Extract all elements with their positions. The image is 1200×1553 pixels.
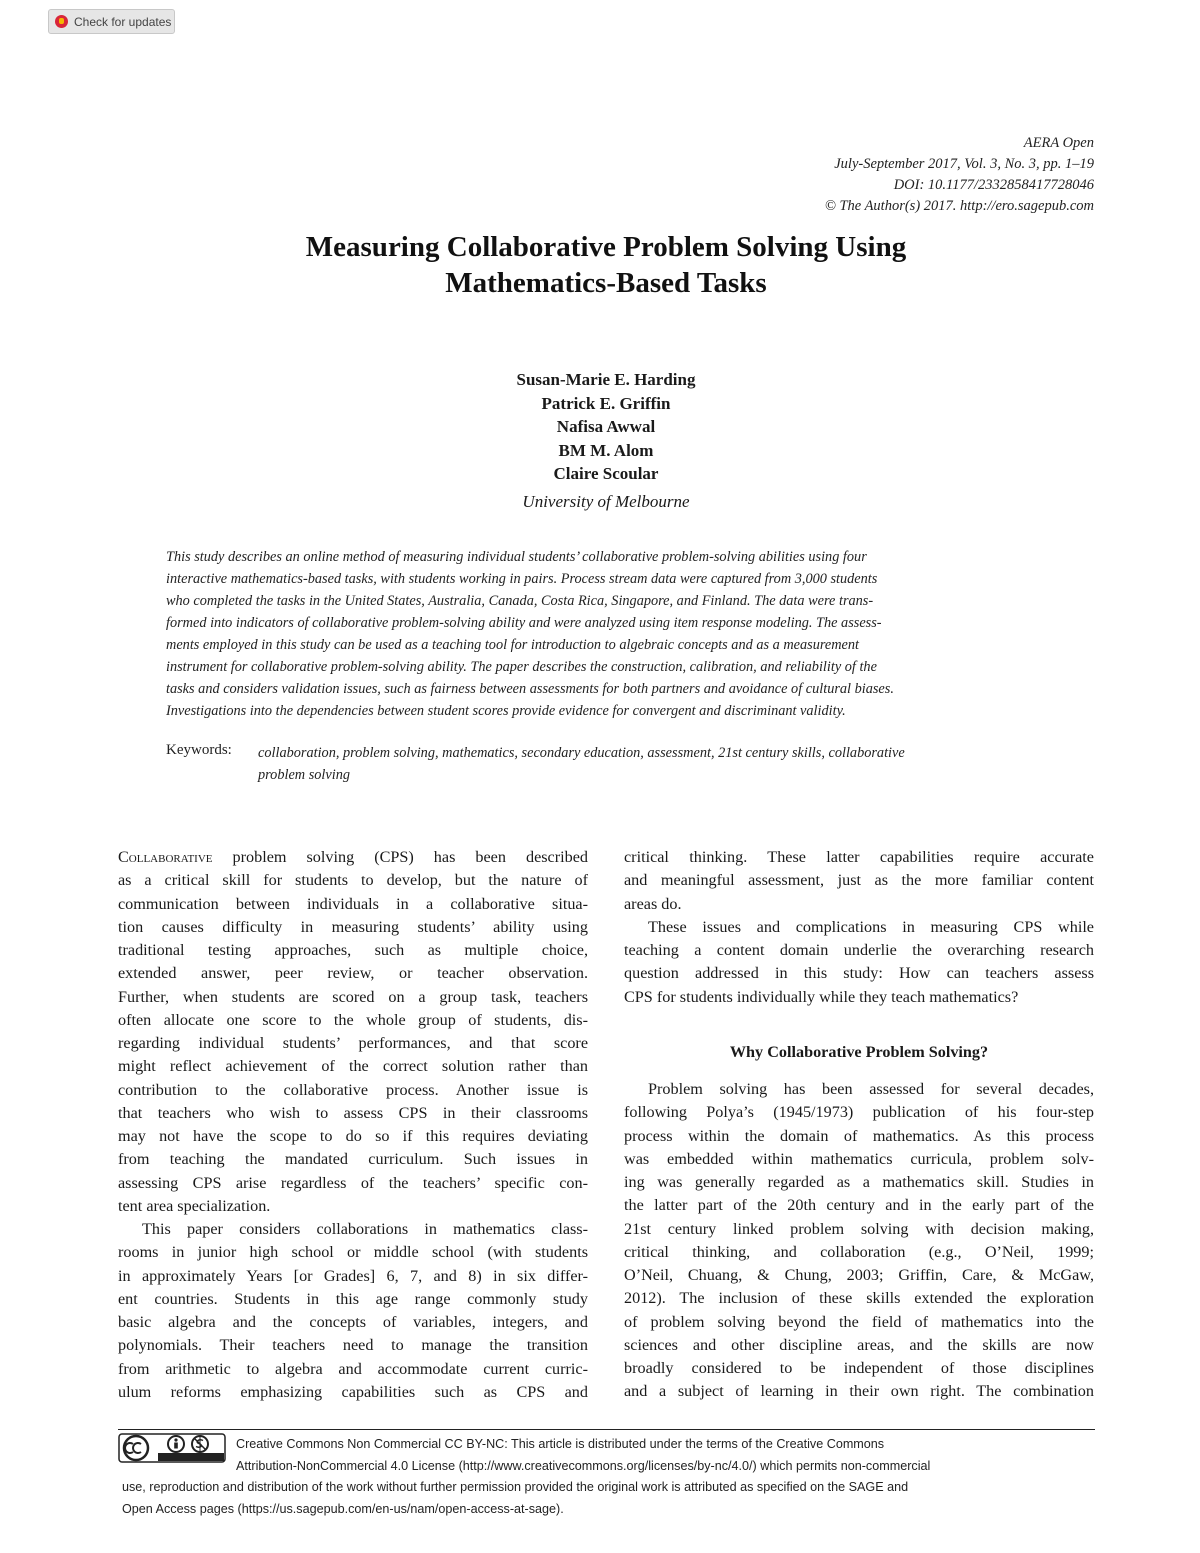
body-line: tent area specialization. bbox=[118, 1196, 271, 1215]
body-line: of problem solving beyond the field of mathematics into the bbox=[624, 1312, 1094, 1331]
keywords-label: Keywords: bbox=[166, 742, 232, 758]
body-line: polynomials. Their teachers need to manage the transition bbox=[118, 1336, 588, 1355]
abstract-line: ments employed in this study can be used as a teaching tool for introduction to algebraic concepts and as a measurement bbox=[166, 637, 860, 653]
journal-copyright: © The Author(s) 2017. http://ero.sagepub.com bbox=[824, 198, 1094, 214]
body-line: was embedded within mathematics curricula, problem solv- bbox=[624, 1149, 1094, 1168]
journal-info bbox=[825, 133, 1094, 217]
author-name: Claire Scoular bbox=[553, 464, 659, 483]
affiliation: University of Melbourne bbox=[522, 492, 690, 511]
body-line: contribution to the collaborative process. Another issue is bbox=[118, 1080, 588, 1099]
body-line: This paper considers collaborations in mathematics class- bbox=[142, 1220, 588, 1238]
body-line: and a subject of learning in their own right. The combination bbox=[624, 1382, 1094, 1401]
body-column-right-continued bbox=[624, 1078, 1094, 1404]
body-line: that teachers who wish to assess CPS in their classrooms bbox=[118, 1103, 588, 1122]
body-line: in approximately Years [or Grades] 6, 7, and 8) in six differ- bbox=[118, 1266, 588, 1285]
license-line: Open Access pages (https://us.sagepub.com/en-us/nam/open-access-at-sage). bbox=[122, 1501, 564, 1516]
abstract-line: tasks and considers validation issues, such as fairness between assessments for both partners and avoidance of cultural biases. bbox=[166, 681, 894, 697]
abstract bbox=[166, 546, 894, 722]
body-line: from teaching the mandated curriculum. Such issues in bbox=[118, 1150, 588, 1169]
section-heading: Why Collaborative Problem Solving? bbox=[729, 1043, 989, 1061]
title-line: Mathematics-Based Tasks bbox=[445, 267, 767, 299]
body-column-left bbox=[118, 846, 588, 1404]
body-line: regarding individual students’ performances, and that score bbox=[118, 1034, 588, 1052]
body-line: communication between individuals in a collaborative situa- bbox=[118, 894, 588, 913]
body-line: Further, when students are scored on a group task, teachers bbox=[118, 987, 588, 1006]
body-line: process within the domain of mathematics. As this process bbox=[624, 1126, 1094, 1145]
body-line: O’Neil, Chuang, & Chung, 2003; Griffin, Care, & McGaw, bbox=[624, 1266, 1094, 1284]
license-line: Attribution-NonCommercial 4.0 License (http://www.creativecommons.org/licenses/by-nc/4.0/) which permits non-commercial bbox=[236, 1458, 931, 1473]
paper-title bbox=[0, 229, 1200, 301]
body-line: critical thinking, and collaboration (e.g., O’Neil, 1999; bbox=[624, 1242, 1094, 1261]
body-line: following Polya’s (1945/1973) publication of his four-step bbox=[624, 1103, 1094, 1122]
body-line: and meaningful assessment, just as the more familiar content bbox=[624, 871, 1094, 890]
body-line: These issues and complications in measuring CPS while bbox=[648, 917, 1094, 936]
body-line: critical thinking. These latter capabilities require accurate bbox=[624, 848, 1094, 866]
crossmark-icon bbox=[55, 15, 68, 28]
body-line: traditional testing approaches, such as multiple choice, bbox=[118, 941, 588, 959]
body-line: tion causes difficulty in measuring students’ ability using bbox=[118, 917, 588, 936]
abstract-line: Investigations into the dependencies between student scores provide evidence for convergent and discriminant validity. bbox=[166, 703, 846, 719]
author-name: BM M. Alom bbox=[558, 440, 654, 460]
body-line: from arithmetic to algebra and accommodate current curric- bbox=[118, 1359, 588, 1378]
abstract-line: instrument for collaborative problem-solving ability. The paper describes the construction, calibration, and reliability of the bbox=[166, 659, 877, 675]
body-line: might reflect achievement of the correct solution rather than bbox=[118, 1057, 588, 1076]
body-line: teaching a content domain underlie the overarching research bbox=[624, 941, 1094, 959]
author-list bbox=[0, 368, 1200, 486]
body-line: assessing CPS arise regardless of the teachers’ specific con- bbox=[118, 1173, 588, 1192]
lead-in-rest: problem solving (CPS) has been described bbox=[212, 848, 588, 866]
body-line: basic algebra and the concepts of variables, integers, and bbox=[118, 1313, 588, 1331]
body-column-right bbox=[624, 846, 1094, 1009]
body-line: 21st century linked problem solving with decision making, bbox=[624, 1219, 1094, 1238]
body-line: ing was generally regarded as a mathematics skill. Studies in bbox=[624, 1173, 1094, 1191]
author-name: Patrick E. Griffin bbox=[541, 393, 671, 413]
journal-doi: DOI: 10.1177/2332858417728046 bbox=[893, 177, 1094, 193]
abstract-line: interactive mathematics-based tasks, with students working in pairs. Process stream data were captured from 3,000 students bbox=[166, 571, 878, 587]
body-line: ent countries. Students in this age range commonly study bbox=[118, 1289, 588, 1308]
license-line: use, reproduction and distribution of the work without further permission provided the original work is attributed as specified on the SAGE and bbox=[122, 1480, 909, 1494]
body-line: may not have the scope to do so if this requires deviating bbox=[118, 1127, 588, 1145]
body-line: CPS for students individually while they teach mathematics? bbox=[624, 987, 1019, 1006]
body-line: rooms in junior high school or middle school (with students bbox=[118, 1243, 588, 1262]
abstract-line: who completed the tasks in the United States, Australia, Canada, Costa Rica, Singapore, and Finland. The data were trans- bbox=[166, 593, 874, 609]
check-for-updates-label: Check for updates bbox=[74, 14, 172, 29]
license-text bbox=[122, 1434, 930, 1520]
abstract-line: formed into indicators of collaborative problem-solving ability and were analyzed using item response modeling. The assess- bbox=[166, 615, 882, 631]
body-line: often allocate one score to the whole group of students, dis- bbox=[118, 1010, 588, 1029]
lead-in-smallcaps: Collaborative bbox=[118, 848, 213, 866]
journal-issue: July-September 2017, Vol. 3, No. 3, pp. 1–19 bbox=[834, 156, 1094, 172]
keywords-line: problem solving bbox=[258, 767, 350, 783]
body-line: Problem solving has been assessed for several decades, bbox=[648, 1080, 1094, 1098]
check-for-updates-button[interactable] bbox=[48, 9, 175, 34]
journal-name: AERA Open bbox=[1023, 135, 1094, 151]
title-line: Measuring Collaborative Problem Solving Using bbox=[305, 231, 907, 263]
body-line bbox=[118, 846, 588, 869]
body-line: as a critical skill for students to develop, but the nature of bbox=[118, 871, 588, 890]
keywords-list bbox=[258, 742, 905, 786]
abstract-line: This study describes an online method of measuring individual students’ collaborative problem-solving abilities using four bbox=[166, 549, 867, 565]
body-line: ulum reforms emphasizing capabilities such as CPS and bbox=[118, 1382, 588, 1401]
author-name: Nafisa Awwal bbox=[556, 417, 656, 436]
license-line: Creative Commons Non Commercial CC BY-NC: This article is distributed under the terms of the Creative Commons bbox=[236, 1437, 885, 1451]
body-line: question addressed in this study: How can teachers assess bbox=[624, 964, 1094, 983]
body-line: sciences and other discipline areas, and the skills are now bbox=[624, 1335, 1094, 1354]
body-line: extended answer, peer review, or teacher observation. bbox=[118, 964, 588, 983]
footer-rule bbox=[118, 1429, 1095, 1430]
body-line: 2012). The inclusion of these skills extended the exploration bbox=[624, 1289, 1094, 1308]
body-line: the latter part of the 20th century and in the early part of the bbox=[624, 1196, 1094, 1215]
body-line: areas do. bbox=[624, 894, 682, 913]
keywords-line: collaboration, problem solving, mathematics, secondary education, assessment, 21st century skills, collaborative bbox=[258, 745, 905, 761]
body-line: broadly considered to be independent of those disciplines bbox=[624, 1359, 1094, 1377]
author-name: Susan-Marie E. Harding bbox=[516, 370, 696, 389]
